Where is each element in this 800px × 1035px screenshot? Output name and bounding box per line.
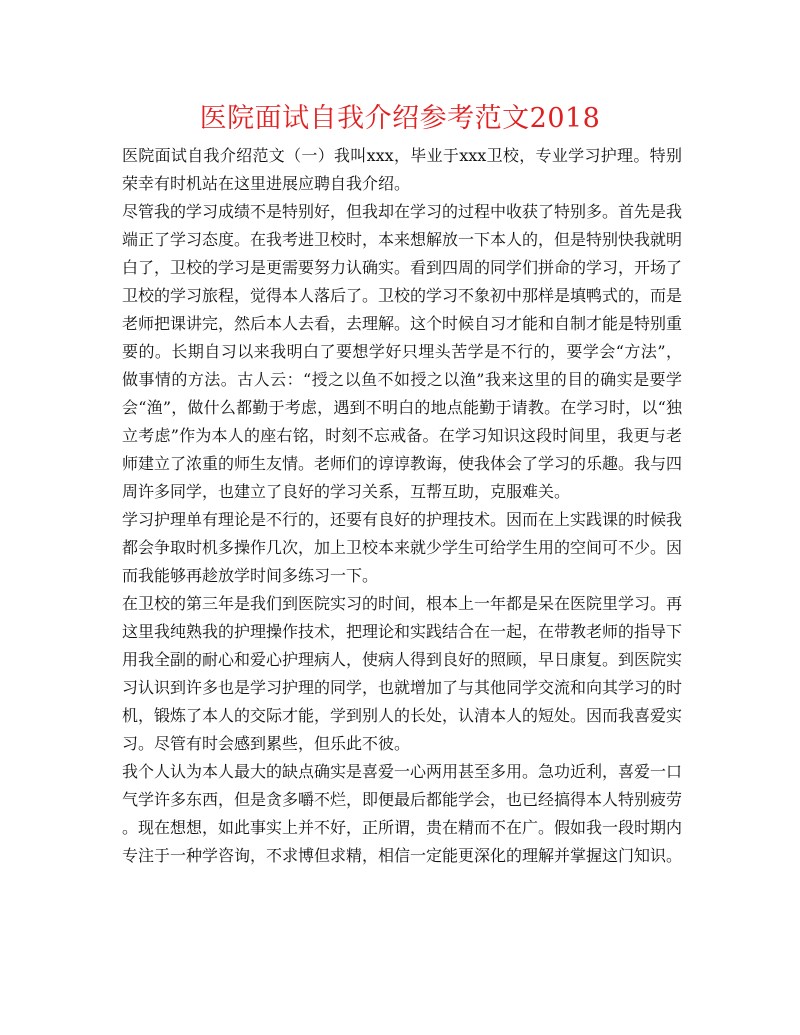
paragraph-nursing-skills: 学习护理单有理论是不行的，还要有良好的护理技术。因而在上实践课的时候我都会争取时机多操作几次，加上卫校本来就少学生可给学生用的空间可不少。因而我能够再趁放学时间多练习一下。 (122, 510, 683, 585)
document-body (122, 142, 682, 870)
paragraph-internship: 在卫校的第三年是我们到医院实习的时间，根本上一年都是呆在医院里学习。再这里我纯熟我的护理操作技术，把理论和实践结合在一起，在带教老师的指导下用我全副的耐心和爱心护理病人，使病人得到良好的照顾，早日康复。到医院实习认识到许多也是学习护理的同学，也就增加了与其他同学交流和向其学习的时机，锻炼了本人的交际才能，学到别人的长处，认清本人的短处。因而我喜爱实习。尽管有时会感到累些，但乐此不彼。 (122, 594, 683, 753)
paragraph-study-attitude: 尽管我的学习成绩不是特别好，但我却在学习的过程中收获了特别多。首先是我端正了学习态度。在我考进卫校时，本来想解放一下本人的，但是特别快我就明白了，卫校的学习是更需要努力认确实。看到四周的同学们拼命的学习，开场了卫校的学习旅程，觉得本人落后了。卫校的学习不象初中那样是填鸭式的，而是老师把课讲完，然后本人去看，去理解。这个时候自习才能和自制才能是特别重要的。长期自习以来我明白了要想学好只埋头苦学是不行的，要学会“方法”，做事情的方法。古人云：“授之以鱼不如授之以渔”我来这里的目的确实是要学会“渔”，做什么都勤于考虑，遇到不明白的地点能勤于请教。在学习时，以“独立考虑”作为本人的座右铭，时刻不忘戒备。在学习知识这段时间里，我更与老师建立了浓重的师生友情。老师们的谆谆教诲，使我体会了学习的乐趣。我与四周许多同学，也建立了良好的学习关系，互帮互助，克服难关。 (122, 202, 683, 501)
document-title: 医院面试自我介绍参考范文2018 (199, 103, 601, 134)
paragraph-intro: 医院面试自我介绍范文（一）我叫xxx，毕业于xxx卫校，专业学习护理。特别荣幸有时机站在这里进展应聘自我介绍。 (122, 146, 682, 193)
paragraph-shortcomings: 我个人认为本人最大的缺点确实是喜爱一心两用甚至多用。急功近利，喜爱一口气学许多东西，但是贪多嚼不烂，即便最后都能学会，也已经搞得本人特别疲劳。现在想想，如此事实上并不好，正所谓，贵在精而不在广。假如我一段时期内专注于一种学咨询，不求博但求精，相信一定能更深化的理解并掌握这门知识。 (122, 762, 683, 865)
